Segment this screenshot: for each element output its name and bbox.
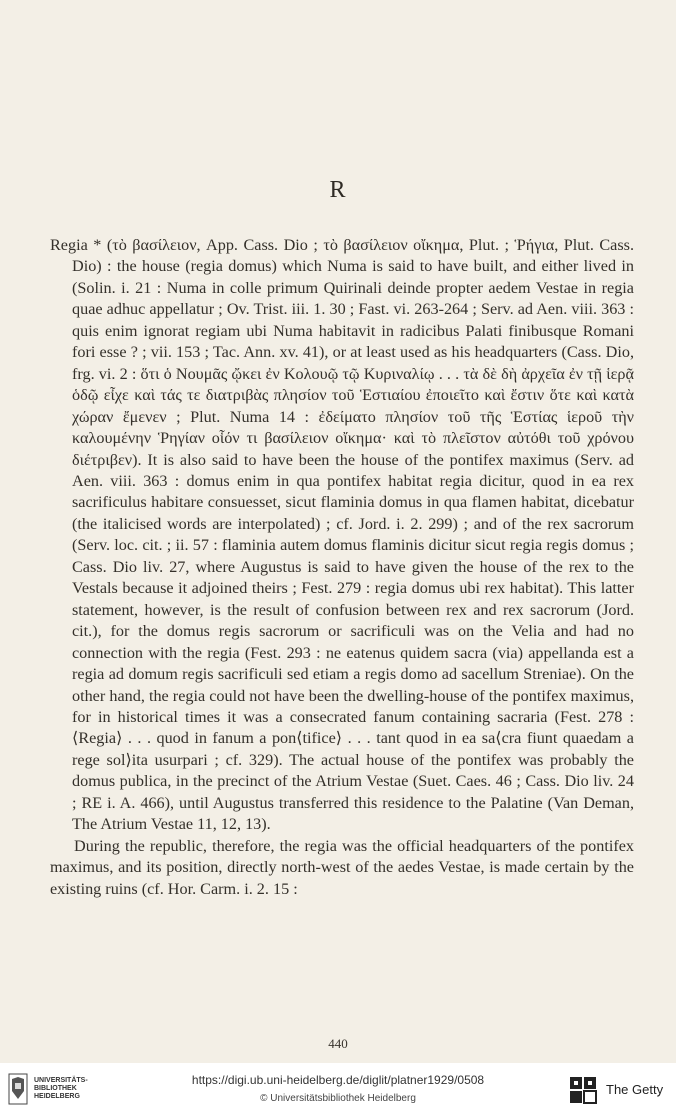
viewer-footer xyxy=(0,1063,676,1119)
section-letter: R xyxy=(329,177,347,203)
institution-line: BIBLIOTHEK xyxy=(34,1085,77,1092)
institution-line: HEIDELBERG xyxy=(34,1093,80,1100)
entry-text xyxy=(50,235,634,900)
getty-name: The Getty xyxy=(606,1082,664,1097)
getty-logo-icon xyxy=(568,1075,600,1107)
paragraph-republic: During the republic, therefore, the regia was the official headquarters of the pontifex maximus, and its position, directly north-west of the aedes Vestae, is made certain by the existing ruins (cf. Hor. Carm. i. 2. 15 : xyxy=(50,836,634,898)
page-number: 440 xyxy=(328,1036,348,1051)
paragraph-regia-entry: Regia * (τὸ βασίλειον, App. Cass. Dio ; τὸ βασίλειον οἴκημα, Plut. ; Ῥήγια, Plut. Cass. Dio) : the house (regia domus) which Numa is said to have built, and either lived in (Solin. i. 21 : Numa in colle primum Quirinali deinde propter aedem Vestae in regia quae adhuc appellatur ; Ov. Trist. iii. 1. 30 ; Fast. vi. 263-264 ; Serv. ad Aen. viii. 363 : quis enim ignorat regiam ubi Numa habitavit in radicibus Palati finibusque Romani fori esse ? ; vii. 153 ; Tac. Ann. xv. 41), or at least used as his headquarters (Cass. Dio, frg. vi. 2 : ὅτι ὁ Νουμᾶς ᾤκει ἐν Κολουῷ τῷ Κυριναλίῳ . . . τὰ δὲ δὴ ἀρχεῖα ἐν τῇ ἱερᾷ ὁδῷ εἶχε καὶ τάς τε διατριβὰς πλησίον τοῦ Ἑστιαίου ἐποιεῖτο καὶ ἔστιν ὅτε καὶ κατὰ χώραν ἔμενεν ; Plut. Numa 14 : ἐδείματο πλησίον τοῦ τῆς Ἑστίας ἱεροῦ τὴν καλουμένην Ῥηγίαν οἷόν τι βασίλειον οἴκημα· καὶ τὸ πλεῖστον αὐτόθι τοῦ χρόνου διέτριβεν). It is also said to have been the house of the pontifex maximus (Serv. ad Aen. viii. 363 : domus enim in qua pontifex habitat regia dicitur, quod in ea rex sacrificulus habitare consuesset, sicut flaminia domus in qua flamen habitat, dicebatur (the italicised words are interpolated) ; cf. Jord. i. 2. 299) ; and of the rex sacrorum (Serv. loc. cit. ; ii. 57 : flaminia autem domus flaminis dicitur sicut regia regis domus ; Cass. Dio liv. 27, where Augustus is said to have given the house of the rex to the Vestals because it adjoined theirs ; Fest. 279 : regia domus ubi rex habitat). This latter statement, however, is the result of confusion between rex and rex sacrorum (Jord. cit.), for the domus regis sacrorum or sacrificuli was on the Velia and had no connection with the regia (Fest. 293 : ne eatenus quidem sacra (via) appellanda est a regia ad domum regis sacrificuli sed etiam a regis domo ad sacellum Streniae). On the other hand, the regia could not have been the dwelling-house of the pontifex maximus, for in historical times it was a consecrated fanum containing sacraria (Fest. 278 : ⟨Regia⟩ . . . quod in fanum a pon⟨tifice⟩ . . . tant quod in ea sa⟨cra fiunt quaedam a rege sol⟩ita usurpari ; cf. 329). The actual house of the pontifex was probably the domus publica, in the precinct of the Atrium Vestae (Suet. Caes. 46 ; Cass. Dio liv. 24 ; RE i. A. 466), until Augustus transferred this residence to the Palatine (Van Deman, The Atrium Vestae 11, 12, 13). xyxy=(50,236,634,834)
copyright-notice: © Universitätsbibliothek Heidelberg xyxy=(260,1093,416,1104)
institution-line: UNIVERSITÄTS- xyxy=(34,1077,88,1084)
permalink[interactable]: https://digi.ub.uni-heidelberg.de/diglit/platner1929/0508 xyxy=(191,1073,485,1087)
